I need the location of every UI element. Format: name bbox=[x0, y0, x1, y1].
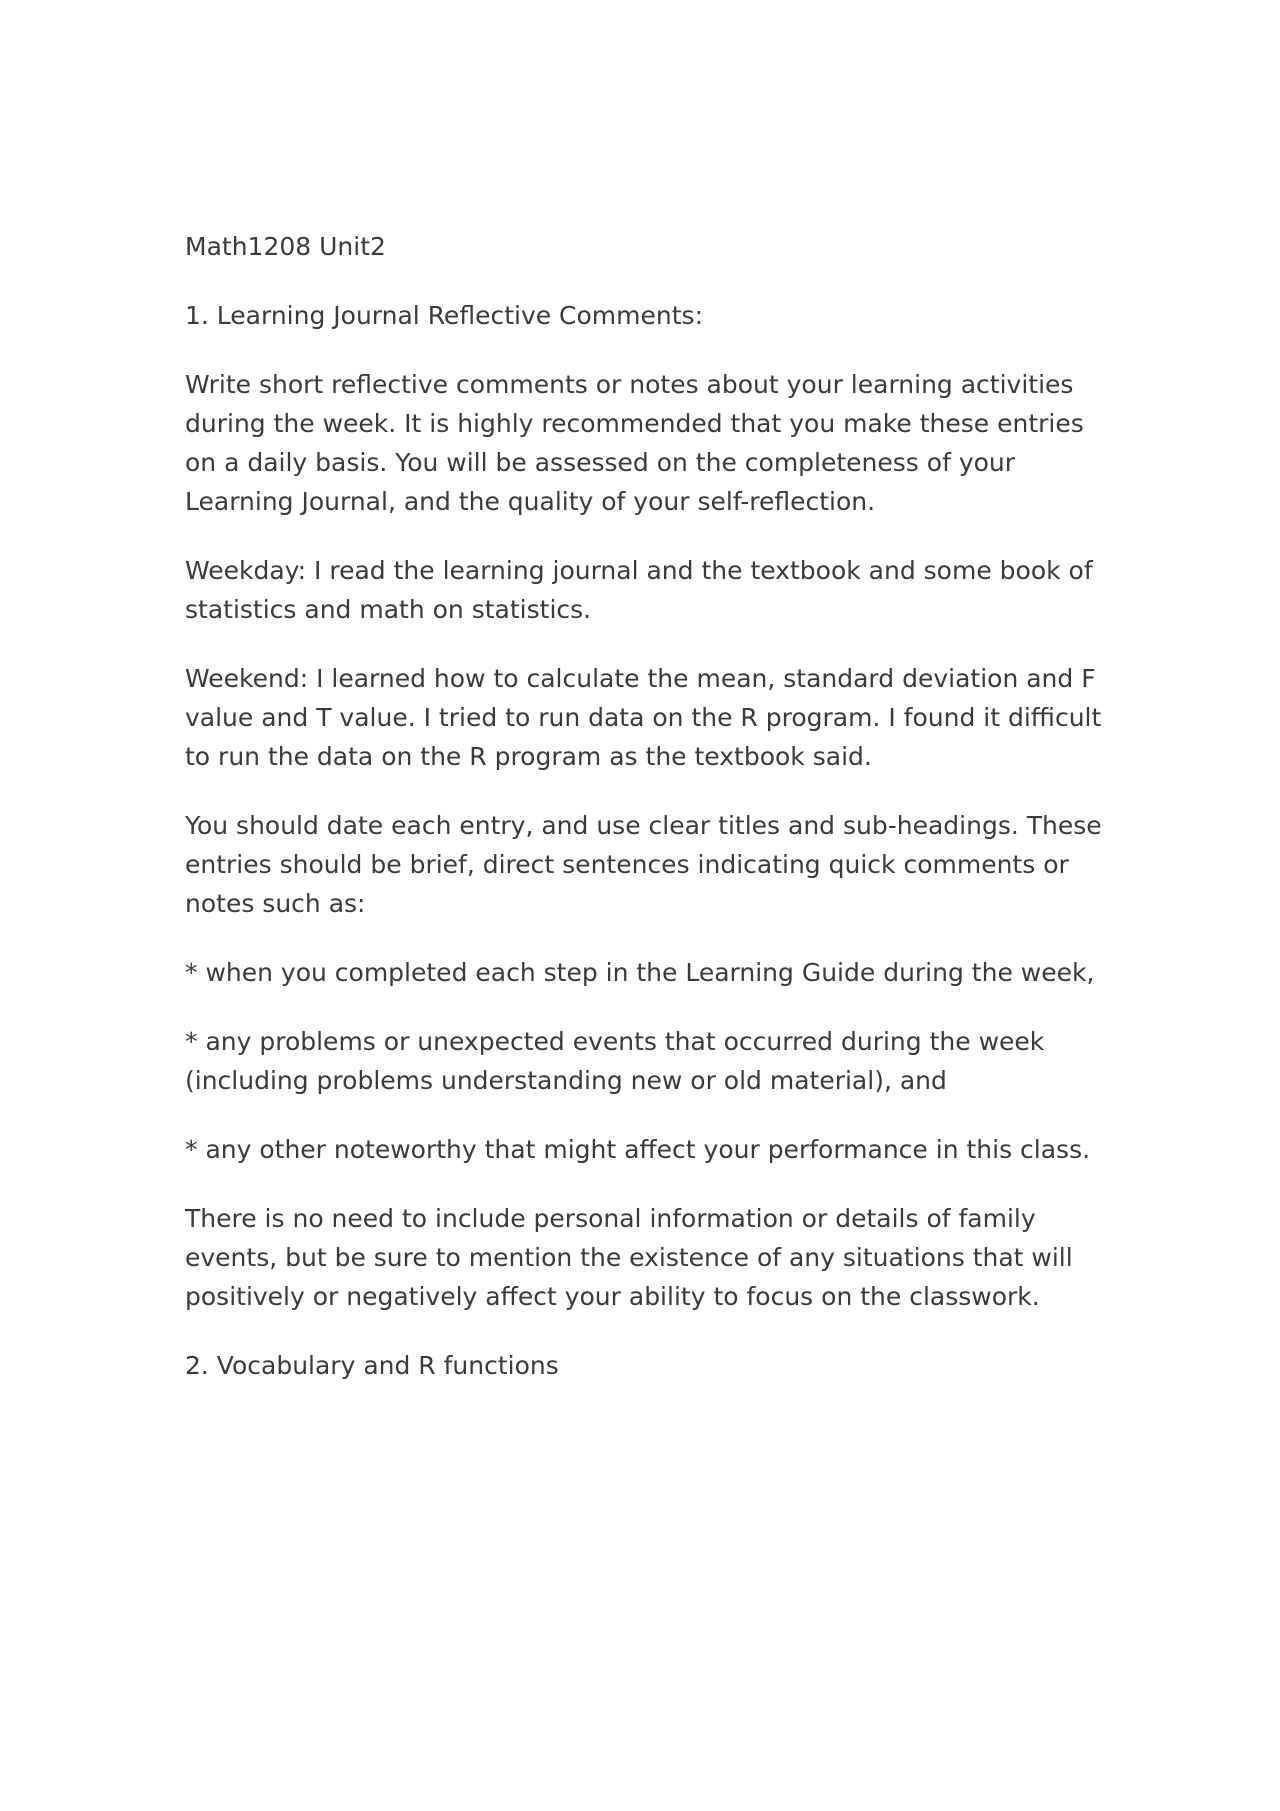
weekend-entry: Weekend: I learned how to calculate the mean, standard deviation and F value and T value. I tried to run data on the R program. I found it difficult to run the data on the R program as the textbook said. bbox=[185, 664, 1102, 771]
bullet-item: * any problems or unexpected events that occurred during the week (including problems understanding new or old material), and bbox=[185, 1027, 1045, 1095]
section-heading-vocabulary: 2. Vocabulary and R functions bbox=[185, 1351, 559, 1380]
privacy-note-paragraph: There is no need to include personal information or details of family events, but be sure to mention the existence of any situations that will positively or negatively affect your ability to focus on the classwork. bbox=[185, 1204, 1073, 1311]
bullet-item: * when you completed each step in the Learning Guide during the week, bbox=[185, 958, 1095, 987]
section-heading-learning-journal: 1. Learning Journal Reflective Comments: bbox=[185, 301, 703, 330]
bullet-item: * any other noteworthy that might affect your performance in this class. bbox=[185, 1135, 1091, 1164]
guidance-paragraph: You should date each entry, and use clear titles and sub-headings. These entries should be brief, direct sentences indicating quick comments or notes such as: bbox=[185, 811, 1102, 918]
weekday-entry: Weekday: I read the learning journal and the textbook and some book of statistics and math on statistics. bbox=[185, 556, 1093, 624]
document-body bbox=[185, 227, 1110, 1415]
document-title: Math1208 Unit2 bbox=[185, 232, 386, 261]
instructions-paragraph: Write short reflective comments or notes about your learning activities during the week. It is highly recommended that you make these entries on a daily basis. You will be assessed on the completeness of your Learning Journal, and the quality of your self-reflection. bbox=[185, 370, 1084, 516]
